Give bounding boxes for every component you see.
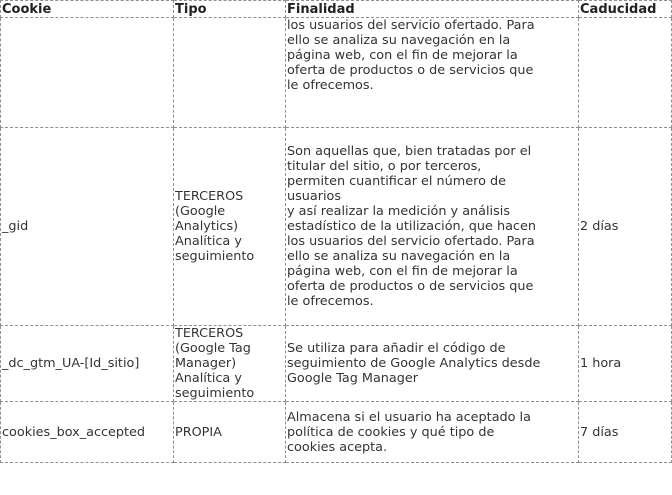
cookie-name-cell: _dc_gtm_UA-[Id_sitio] [1, 326, 174, 402]
finalidad-line: Se utiliza para añadir el código de [287, 341, 506, 356]
tipo-line: TERCEROS [175, 326, 244, 341]
tipo-line: PROPIA [175, 424, 222, 440]
cookie-name-cell: cookies_box_accepted [1, 402, 174, 463]
finalidad-line: estadístico de la utilización, que hacen [287, 219, 536, 234]
finalidad-line: cookies acepta. [287, 439, 388, 455]
caducidad-cell: 2 días [579, 128, 672, 326]
tipo-cell [174, 18, 286, 128]
header-tipo: Tipo [174, 1, 286, 18]
finalidad-line: Almacena si el usuario ha aceptado la [287, 409, 531, 425]
tipo-line: (Google [175, 204, 226, 219]
cookie-name-cell [1, 18, 174, 128]
table-row [1, 18, 672, 128]
finalidad-line: los usuarios del servicio ofertado. Para [287, 234, 535, 249]
finalidad-line: le ofrecemos. [287, 78, 374, 93]
finalidad-line: le ofrecemos. [287, 294, 374, 309]
tipo-line: Analítica y [175, 371, 242, 386]
finalidad-line: ello se analiza su navegación en la [287, 33, 511, 48]
finalidad-line: y así realizar la medición y análisis [287, 204, 510, 219]
finalidad-line: oferta de productos o de servicios que [287, 63, 534, 78]
finalidad-line: política de cookies y qué tipo de [287, 424, 495, 440]
table-row [1, 128, 672, 326]
header-cookie: Cookie [1, 1, 174, 18]
tipo-line: TERCEROS [175, 189, 244, 204]
caducidad-cell [579, 18, 672, 128]
finalidad-cell [286, 326, 579, 402]
finalidad-line: titular del sitio, o por terceros, [287, 159, 482, 174]
tipo-cell [174, 402, 286, 463]
tipo-cell [174, 128, 286, 326]
finalidad-cell [286, 18, 579, 128]
finalidad-line: Google Tag Manager [287, 371, 419, 386]
tipo-line: seguimiento [175, 249, 255, 264]
tipo-line: Analítica y [175, 234, 242, 249]
finalidad-line: oferta de productos o de servicios que [287, 279, 534, 294]
table-row [1, 402, 672, 463]
finalidad-line: seguimiento de Google Analytics desde [287, 356, 541, 371]
finalidad-line: Son aquellas que, bien tratadas por el [287, 144, 532, 159]
table-header-row [1, 1, 672, 18]
caducidad-cell: 1 hora [579, 326, 672, 402]
header-caducidad: Caducidad [579, 1, 672, 18]
tipo-line: Analytics) [175, 219, 239, 234]
tipo-cell [174, 326, 286, 402]
tipo-line: (Google Tag [175, 341, 251, 356]
finalidad-line: permiten cuantificar el número de [287, 174, 506, 189]
finalidad-line: los usuarios del servicio ofertado. Para [287, 18, 535, 33]
table-row [1, 326, 672, 402]
finalidad-line: página web, con el fin de mejorar la [287, 48, 518, 63]
finalidad-cell [286, 128, 579, 326]
header-finalidad: Finalidad [286, 1, 579, 18]
caducidad-cell: 7 días [579, 402, 672, 463]
finalidad-cell [286, 402, 579, 463]
finalidad-line: usuarios [287, 189, 342, 204]
finalidad-line: página web, con el fin de mejorar la [287, 264, 518, 279]
cookie-name-cell: _gid [1, 128, 174, 326]
finalidad-line: ello se analiza su navegación en la [287, 249, 511, 264]
tipo-line: seguimiento [175, 386, 255, 401]
tipo-line: Manager) [175, 356, 237, 371]
